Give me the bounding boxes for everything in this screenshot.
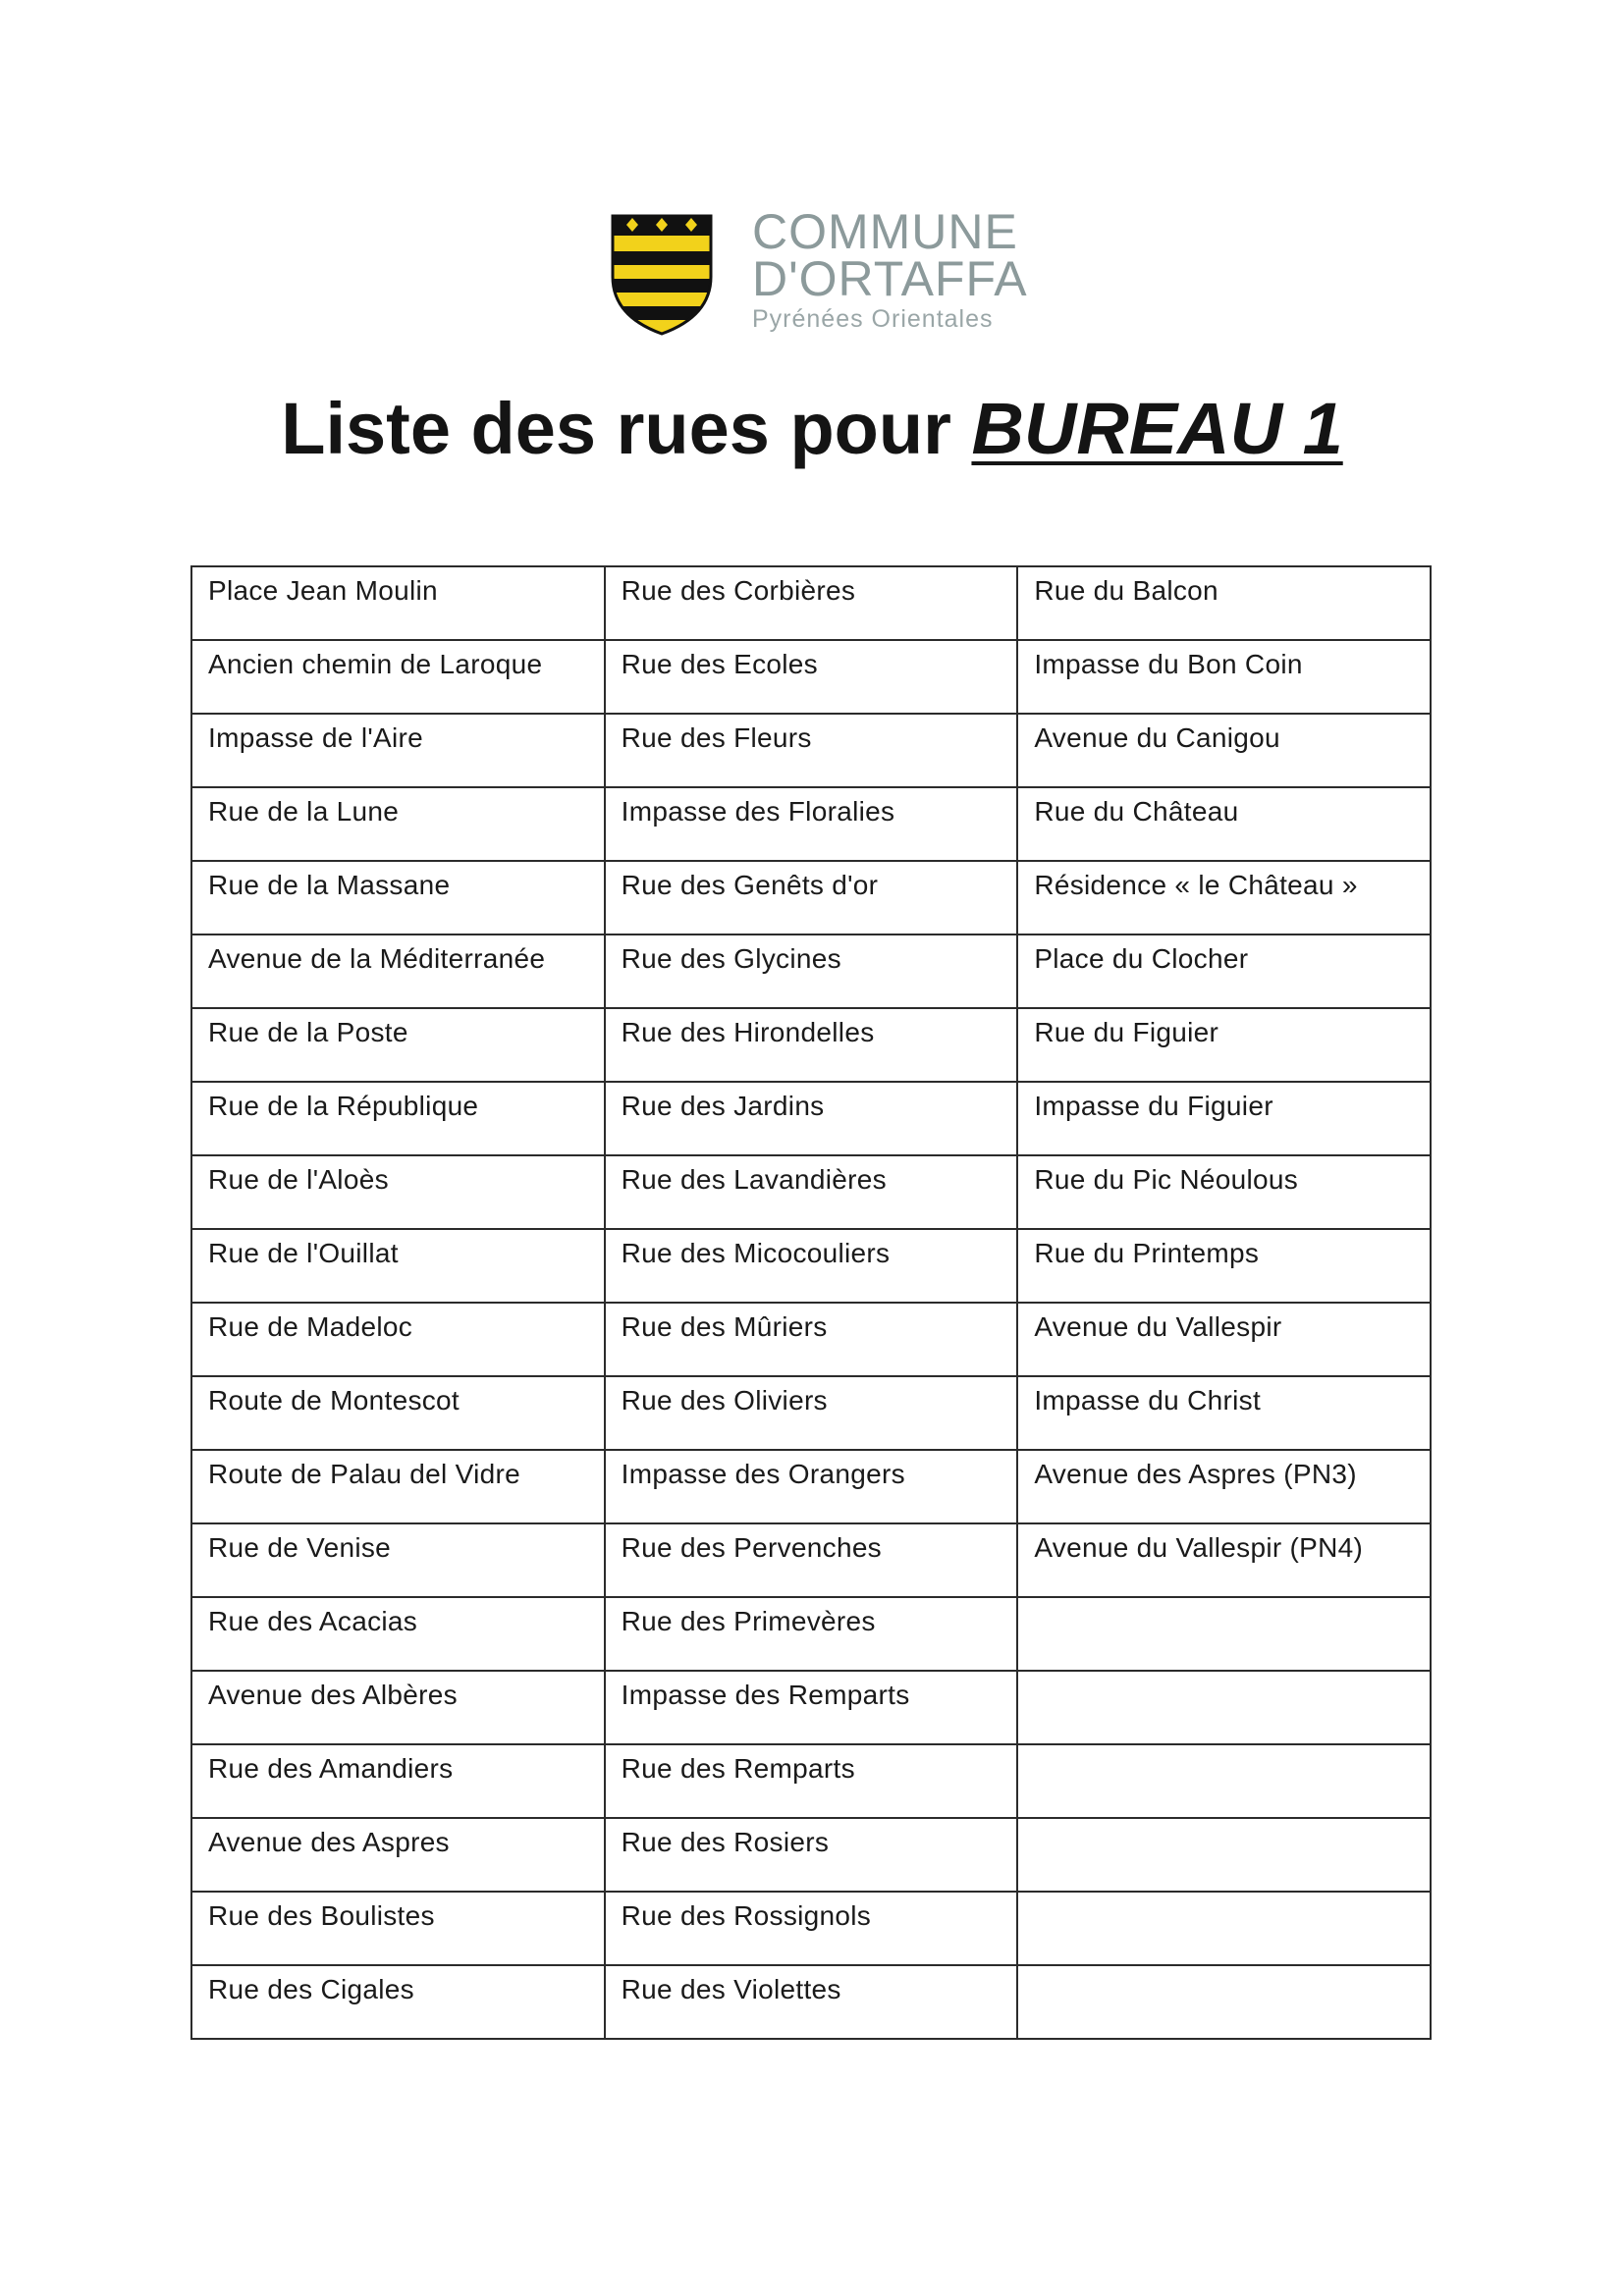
table-cell — [191, 1523, 605, 1597]
street-name: Rue des Pervenches — [621, 1532, 882, 1563]
table-cell — [1017, 1965, 1431, 2039]
table-cell — [1017, 934, 1431, 1008]
brand-name: D'ORTAFFA — [752, 251, 1028, 306]
street-name: Impasse des Remparts — [621, 1680, 910, 1710]
table-cell — [1017, 1892, 1431, 1965]
street-name: Rue des Rossignols — [621, 1900, 872, 1931]
table-cell — [191, 1744, 605, 1818]
table-cell — [1017, 1376, 1431, 1450]
table-cell — [191, 1303, 605, 1376]
street-name: Rue de la Lune — [208, 796, 400, 827]
table-cell — [605, 1082, 1018, 1155]
brand-region: Pyrénées Orientales — [752, 305, 994, 333]
table-cell — [1017, 1523, 1431, 1597]
street-name: Rue des Primevères — [621, 1606, 876, 1636]
table-cell — [191, 1008, 605, 1082]
table-cell — [191, 714, 605, 787]
table-row — [191, 1597, 1431, 1671]
table-cell — [1017, 1671, 1431, 1744]
street-name: Rue des Ecoles — [621, 649, 818, 679]
table-cell — [191, 1965, 605, 2039]
street-name — [1034, 1893, 1430, 1895]
street-name: Place du Clocher — [1034, 943, 1249, 974]
street-name: Rue des Jardins — [621, 1091, 825, 1121]
table-cell — [191, 861, 605, 934]
street-name: Rue du Figuier — [1034, 1017, 1219, 1047]
street-name: Rue du Château — [1034, 796, 1239, 827]
table-cell — [1017, 1303, 1431, 1376]
table-cell — [1017, 1818, 1431, 1892]
table-row — [191, 1744, 1431, 1818]
table-row — [191, 1303, 1431, 1376]
table-row — [191, 934, 1431, 1008]
table-cell — [605, 1818, 1018, 1892]
street-name: Rue de Madeloc — [208, 1311, 413, 1342]
street-name: Rue des Boulistes — [208, 1900, 435, 1931]
table-row — [191, 1892, 1431, 1965]
table-row — [191, 787, 1431, 861]
street-name — [1034, 1672, 1430, 1674]
street-name: Place Jean Moulin — [208, 575, 438, 606]
commune-brand — [752, 204, 1028, 336]
table-cell — [191, 1892, 605, 1965]
table-cell — [1017, 1450, 1431, 1523]
table-row — [191, 566, 1431, 640]
street-name: Rue du Balcon — [1034, 575, 1218, 606]
commune-header — [611, 204, 1028, 346]
table-cell — [191, 1450, 605, 1523]
street-list-body — [191, 566, 1431, 2039]
brand-commune: COMMUNE — [752, 204, 1018, 259]
table-cell — [1017, 1597, 1431, 1671]
street-name: Impasse des Floralies — [621, 796, 895, 827]
table-row — [191, 1376, 1431, 1450]
table-row — [191, 1008, 1431, 1082]
street-name: Rue du Printemps — [1034, 1238, 1260, 1268]
street-name: Impasse du Bon Coin — [1034, 649, 1303, 679]
street-name: Rue des Cigales — [208, 1974, 414, 2004]
street-name: Rue des Remparts — [621, 1753, 855, 1784]
table-row — [191, 1155, 1431, 1229]
street-name: Avenue du Canigou — [1034, 722, 1280, 753]
street-name: Rue des Amandiers — [208, 1753, 454, 1784]
table-row — [191, 1229, 1431, 1303]
table-row — [191, 1523, 1431, 1597]
street-name: Résidence « le Château » — [1034, 870, 1358, 900]
table-cell — [1017, 861, 1431, 934]
table-cell — [605, 1597, 1018, 1671]
table-cell — [1017, 1082, 1431, 1155]
table-cell — [191, 566, 605, 640]
table-cell — [191, 640, 605, 714]
table-cell — [1017, 1744, 1431, 1818]
table-cell — [605, 1450, 1018, 1523]
street-name: Rue de la Poste — [208, 1017, 408, 1047]
table-cell — [191, 1376, 605, 1450]
table-cell — [605, 934, 1018, 1008]
street-name: Avenue de la Méditerranée — [208, 943, 546, 974]
table-cell — [191, 1597, 605, 1671]
street-name: Avenue du Vallespir — [1034, 1311, 1282, 1342]
street-name: Avenue du Vallespir (PN4) — [1034, 1532, 1364, 1563]
street-name: Rue des Oliviers — [621, 1385, 828, 1415]
table-cell — [191, 1155, 605, 1229]
table-row — [191, 1671, 1431, 1744]
street-name: Impasse des Orangers — [621, 1459, 905, 1489]
street-name — [1034, 1966, 1430, 1968]
table-cell — [605, 640, 1018, 714]
table-cell — [605, 1303, 1018, 1376]
street-name — [1034, 1745, 1430, 1747]
street-name: Rue des Micocouliers — [621, 1238, 891, 1268]
table-cell — [1017, 566, 1431, 640]
ortaffa-coat-of-arms-icon — [611, 214, 713, 336]
table-row — [191, 1082, 1431, 1155]
street-name: Rue des Glycines — [621, 943, 841, 974]
street-name: Rue des Violettes — [621, 1974, 841, 2004]
table-cell — [1017, 640, 1431, 714]
table-cell — [191, 1818, 605, 1892]
street-name: Ancien chemin de Laroque — [208, 649, 543, 679]
street-name: Rue des Acacias — [208, 1606, 418, 1636]
table-cell — [191, 1671, 605, 1744]
street-name: Avenue des Albères — [208, 1680, 458, 1710]
street-name: Route de Montescot — [208, 1385, 460, 1415]
street-name: Impasse du Figuier — [1034, 1091, 1273, 1121]
street-name: Rue de Venise — [208, 1532, 392, 1563]
street-list-table — [190, 565, 1432, 2040]
table-cell — [605, 1965, 1018, 2039]
table-row — [191, 1450, 1431, 1523]
street-name: Rue des Fleurs — [621, 722, 812, 753]
table-cell — [605, 566, 1018, 640]
table-row — [191, 1818, 1431, 1892]
street-name: Route de Palau del Vidre — [208, 1459, 521, 1489]
page-title — [0, 385, 1624, 473]
table-cell — [605, 1229, 1018, 1303]
table-cell — [1017, 1155, 1431, 1229]
street-name: Avenue des Aspres (PN3) — [1034, 1459, 1357, 1489]
table-cell — [1017, 1008, 1431, 1082]
street-name: Impasse de l'Aire — [208, 722, 423, 753]
street-name: Rue des Lavandières — [621, 1164, 887, 1195]
street-name — [1034, 1598, 1430, 1600]
table-row — [191, 861, 1431, 934]
table-cell — [605, 1892, 1018, 1965]
street-name: Impasse du Christ — [1034, 1385, 1262, 1415]
street-name: Rue des Mûriers — [621, 1311, 828, 1342]
street-name: Rue des Rosiers — [621, 1827, 830, 1857]
table-cell — [605, 1008, 1018, 1082]
table-cell — [191, 1229, 605, 1303]
street-name: Rue de la République — [208, 1091, 479, 1121]
table-row — [191, 640, 1431, 714]
table-cell — [191, 787, 605, 861]
table-cell — [605, 1155, 1018, 1229]
street-name: Rue de l'Ouillat — [208, 1238, 399, 1268]
title-bureau: BUREAU 1 — [971, 388, 1343, 469]
street-name: Rue des Genêts d'or — [621, 870, 879, 900]
table-cell — [605, 1523, 1018, 1597]
street-name — [1034, 1819, 1430, 1821]
street-name: Rue de l'Aloès — [208, 1164, 389, 1195]
table-cell — [605, 861, 1018, 934]
street-name: Rue de la Massane — [208, 870, 451, 900]
table-row — [191, 1965, 1431, 2039]
table-cell — [605, 787, 1018, 861]
table-cell — [605, 1376, 1018, 1450]
table-row — [191, 714, 1431, 787]
street-name: Rue des Corbières — [621, 575, 856, 606]
table-cell — [605, 1671, 1018, 1744]
table-cell — [1017, 1229, 1431, 1303]
table-cell — [191, 1082, 605, 1155]
table-cell — [1017, 714, 1431, 787]
street-name: Rue des Hirondelles — [621, 1017, 875, 1047]
street-name: Rue du Pic Néoulous — [1034, 1164, 1299, 1195]
table-cell — [1017, 787, 1431, 861]
street-name: Avenue des Aspres — [208, 1827, 450, 1857]
table-cell — [191, 934, 605, 1008]
table-cell — [605, 714, 1018, 787]
title-prefix: Liste des rues pour — [281, 388, 972, 469]
table-cell — [605, 1744, 1018, 1818]
